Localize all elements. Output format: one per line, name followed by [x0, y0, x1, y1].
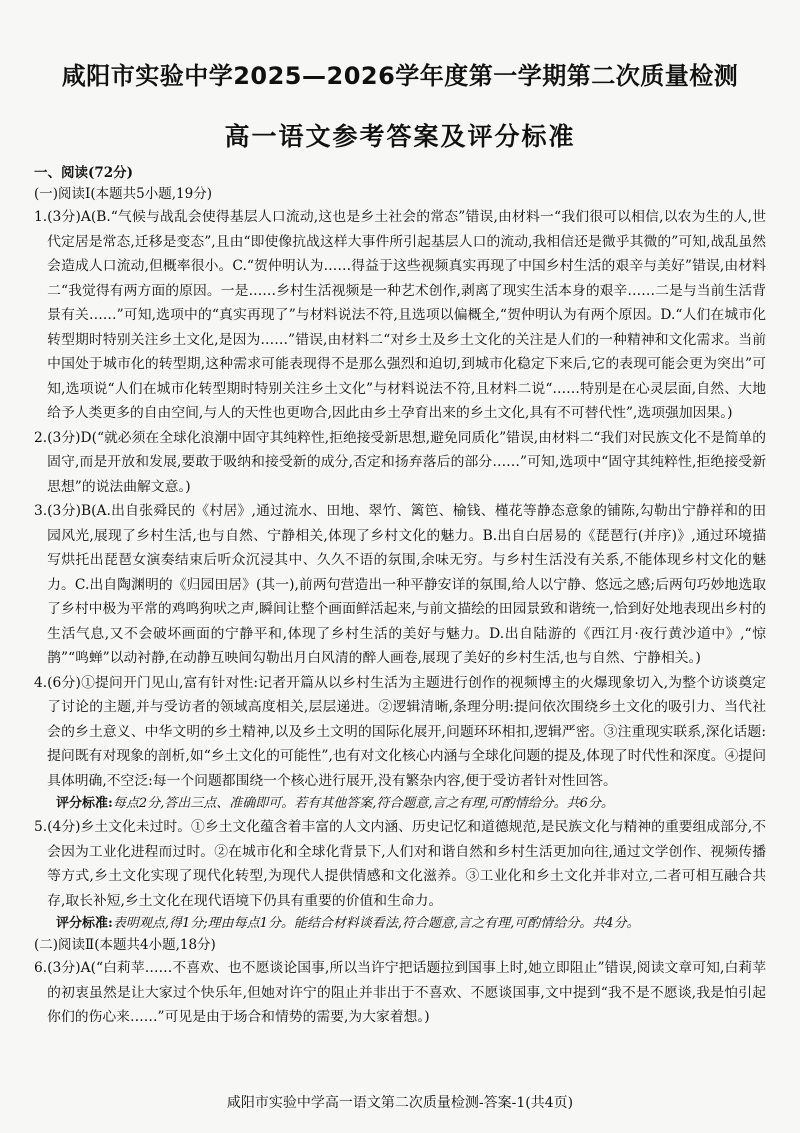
- question-answer: (6分)①提问开门见山,富有针对性:记者开篇从以乡村生活为主题进行创作的视频博主的火爆现象切入,为整个访谈奠定了讨论的主题,并与受访者的领域高度相关,层层递进。②逻辑清晰,条理分明:提问依次围绕乡土文化的吸引力、当代社会的乡土意义、中华文明的乡土精神,以及乡土文明的国际化展开,问题环环相扣,逻辑严密。③注重现实联系,深化话题:提问既有对现象的剖析,如“乡土文化的可能性”,也有对文化核心内涵与全球化问题的提及,体现了时代性和深度。④提问具体明确,不空泛:每一个问题都围绕一个核心进行展开,没有繁杂内容,便于受访者针对性回答。: [47, 674, 766, 789]
- scoring-criteria: [56, 913, 766, 935]
- question-answer: (3分)D(“就必须在全球化浪潮中固守其纯粹性,拒绝接受新思想,避免同质化”错误,由材料二“我们对民族文化不是简单的固守,而是开放和发展,要敢于吸纳和接受新的成分,否定和扬弃落后的部分……”可知,选项中“固守其纯粹性,拒绝接受新思想”的说法曲解文意。): [47, 429, 766, 495]
- question-answer: (3分)A(“白莉苹……不喜欢、也不愿谈论国事,所以当许宁把话题拉到国事上时,她立即阻止”错误,阅读文章可知,白莉苹的初衷虽然是让大家过个快乐年,但她对许宁的阻止并非出于不喜欢、不愿谈国事,文中提到“我不是不愿谈,我是怕引起你们的伤心来……”可见是由于场合和情势的需要,为大家着想。): [47, 960, 766, 1025]
- question-number: 3.: [34, 503, 48, 519]
- question-number: 4.: [34, 674, 48, 691]
- question-answer: (4分)乡土文化未过时。①乡土文化蕴含着丰富的人文内涵、历史记忆和道德规范,是民族文化与精神的重要组成部分,不会因为工业化进程而过时。②在城市化和全球化背景下,人们对和谐自然和乡村生活更加向往,通过文学创作、视频传播等方式,乡土文化实现了现代化转型,为现代人提供情感和文化滋养。③工业化和乡土文化并非对立,二者可相互融合共存,取长补短,乡土文化在现代语境下仍具有重要的价值和生命力。: [47, 819, 766, 909]
- question-2: [34, 426, 766, 500]
- question-number: 2.: [34, 429, 48, 446]
- question-number: 6.: [34, 960, 48, 976]
- question-4: [34, 671, 766, 794]
- question-5: [34, 815, 766, 913]
- question-6: [34, 956, 766, 1030]
- scoring-criteria-text: 表明观点,得1分;理由每点1分。能结合材料谈看法,符合题意,言之有理,可酌情给分。共4分。: [112, 916, 640, 931]
- scoring-criteria-text: 每点2分,答出三点、准确即可。若有其他答案,符合题意,言之有理,可酌情给分。共6分。: [112, 796, 614, 811]
- scoring-criteria-label: 评分标准:: [56, 796, 113, 811]
- subsection-reading-2: (二)阅读Ⅱ(本题共4小题,18分): [34, 937, 216, 953]
- question-number: 1.: [34, 209, 48, 225]
- subsection-reading-1: (一)阅读Ⅰ(本题共5小题,19分): [34, 186, 212, 202]
- scoring-criteria-label: 评分标准:: [56, 916, 113, 931]
- question-answer: (3分)A(B.“气候与战乱会使得基层人口流动,这也是乡土社会的常态”错误,由材料一“我们很可以相信,以农为生的人,世代定居是常态,迁移是变态”,且由“即使像抗战这样大事件所引起基层人口的流动,我相信还是微乎其微的”可知,战乱虽然会造成人口流动,但概率很小。C.“贺仲明认为……得益于这些视频真实再现了中国乡村生活的艰辛与美好”错误,由材料二“我觉得有两方面的原因。一是……乡村生活视频是一种艺术创作,剥离了现实生活本身的艰辛……二是与当前生活背景有关……”可知,选项中的“真实再现了”与材料说法不符,且选项以偏概全,“贺仲明认为有两个原因。D.“人们在城市化转型期时特别关注乡土文化,是因为……”错误,由材料二“对乡土及乡土文化的关注是人们的一种精神和文化需求。当前中国处于城市化的转型期,这种需求可能表现得不是那么强烈和迫切,到城市化稳定下来后,它的表现可能会更为突出”可知,选项说“人们在城市化转型期时特别关注乡土文化”与材料说法不符,且材料二说“……特别是在心灵层面,自然、大地给予人类更多的自由空间,与人的天性也更吻合,因此由乡土孕育出来的乡土文化,具有不可替代性”,选项强加因果。): [47, 209, 766, 421]
- scoring-criteria: [56, 793, 766, 815]
- page-title: 咸阳市实验中学2025—2026学年度第一学期第二次质量检测: [61, 62, 739, 90]
- section-heading-reading: 一、阅读(72分): [34, 165, 134, 181]
- question-1: [34, 205, 766, 426]
- question-number: 5.: [34, 819, 48, 835]
- question-answer: (3分)B(A.出自张舜民的《村居》,通过流水、田地、翠竹、篱笆、榆钱、槿花等静态意象的铺陈,勾勒出宁静祥和的田园风光,展现了乡村生活,也与自然、宁静相关,体现了乡村文化的魅力。B.出自白居易的《琵琶行(并序)》,通过环境描写烘托出琵琶女演奏结束后听众沉浸其中、久久不语的氛围,余味无穷。与乡村生活没有关系,不能体现乡村文化的魅力。C.出自陶渊明的《归园田居》(其一),前两句营造出一种平静安详的氛围,给人以宁静、悠远之感;后两句巧妙地选取了乡村中极为平常的鸡鸣狗吠之声,瞬间让整个画面鲜活起来,与前文描绘的田园景致和谐统一,恰到好处地表现出乡村的生活气息,又不会破坏画面的宁静平和,体现了乡村生活的美好与魅力。D.出自陆游的《西江月·夜行黄沙道中》,“惊鹊”“鸣蝉”以动衬静,在动静互映间勾勒出月白风清的醉人画卷,展现了美好的乡村生活,也与自然、宁静相关。): [47, 503, 766, 666]
- question-3: [34, 499, 766, 671]
- page-subtitle: 高一语文参考答案及评分标准: [224, 122, 576, 151]
- page-footer: 咸阳市实验中学高一语文第二次质量检测-答案-1(共4页): [226, 1095, 574, 1111]
